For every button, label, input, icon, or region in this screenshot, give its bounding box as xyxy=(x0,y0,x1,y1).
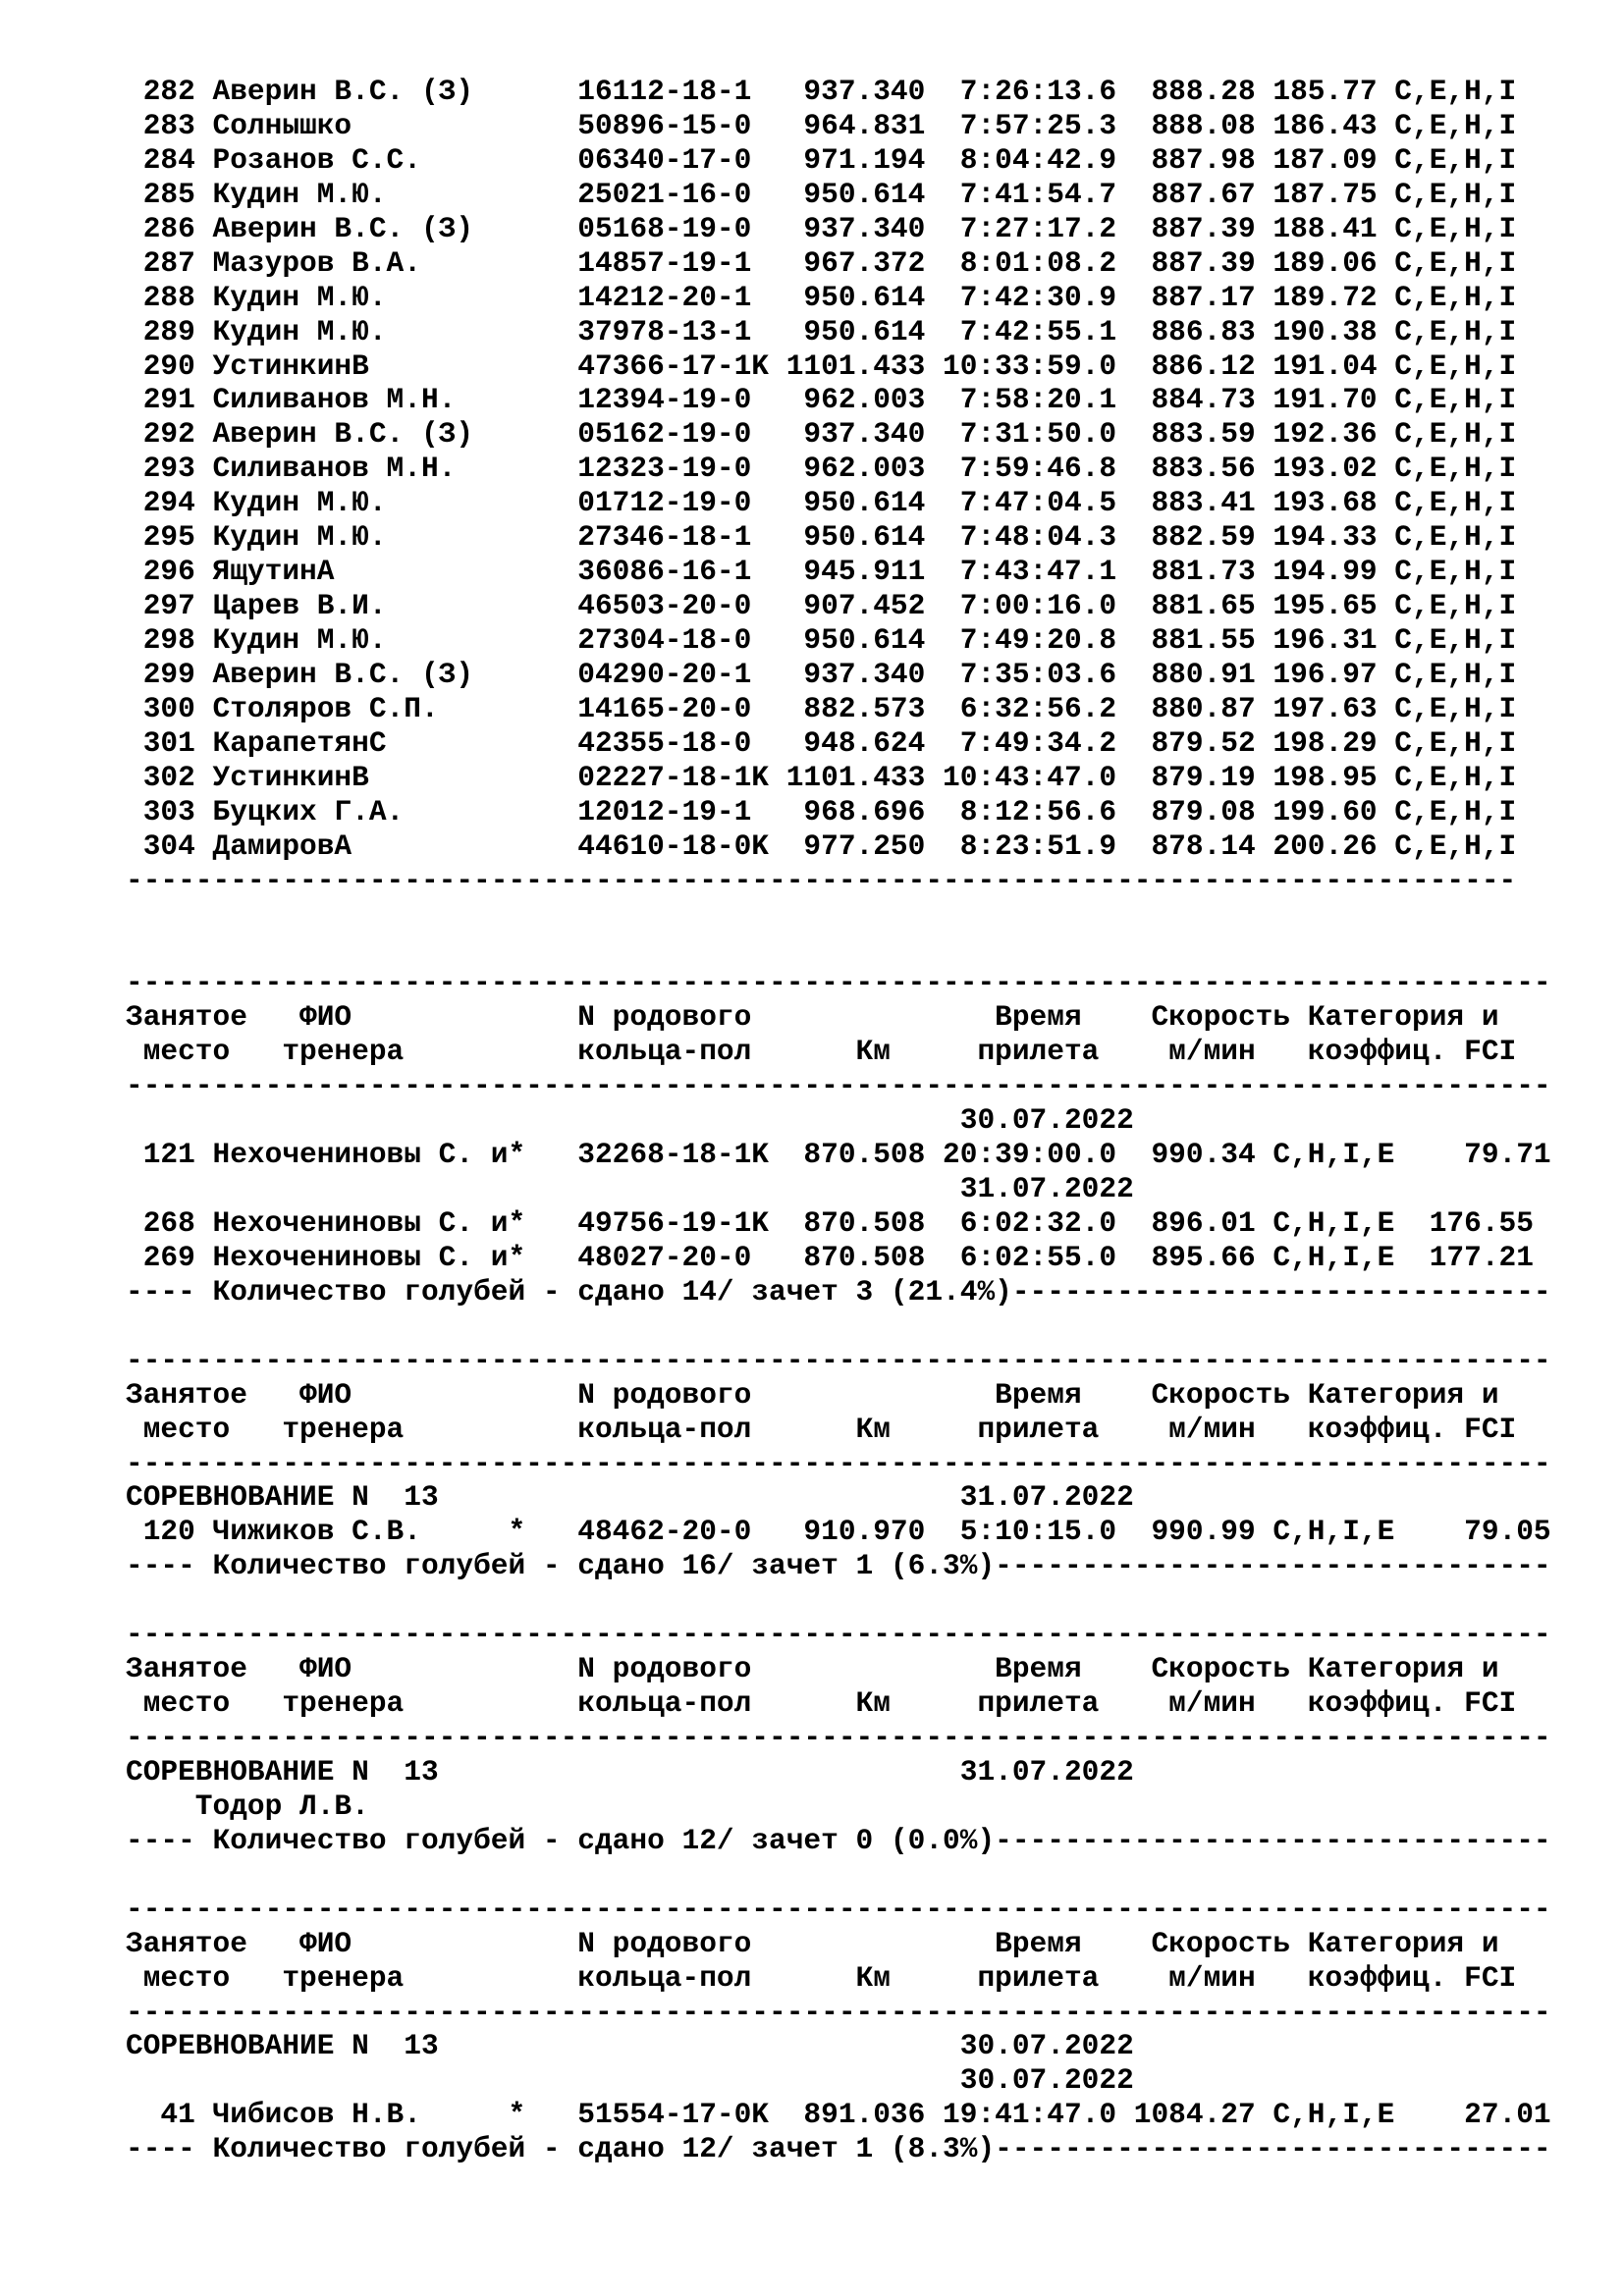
result-row: 296 ЯщутинА 36086-16-1 945.911 7:43:47.1 881.73 194.99 C,E,H,I xyxy=(126,555,1517,589)
spacer xyxy=(126,1858,1608,1893)
header-rule: ---------------------------------------------------------------------------------- xyxy=(126,1892,1551,1926)
result-row: 293 Силиванов М.Н. 12323-19-0 962.003 7:59:46.8 883.56 193.02 C,E,H,I xyxy=(126,452,1517,486)
column-header-line-1: Занятое ФИО N родового Время Скорость Категория и xyxy=(126,1377,1499,1412)
result-row: 299 Аверин В.С. (З) 04290-20-1 937.340 7:35:03.6 880.91 196.97 C,E,H,I xyxy=(126,657,1517,691)
header-rule: ---------------------------------------------------------------------------------- xyxy=(126,1618,1551,1652)
section-summary: ---- Количество голубей - сдано 14/ зачет 3 (21.4%)------------------------------- xyxy=(126,1274,1551,1308)
result-row: 287 Мазуров В.А. 14857-19-1 967.372 8:01:08.2 887.39 189.06 C,E,H,I xyxy=(126,245,1517,280)
result-row: 302 УстинкинВ 02227-18-1K 1101.433 10:43:47.0 879.19 198.95 C,E,H,I xyxy=(126,760,1517,794)
result-row: 292 Аверин В.С. (З) 05162-19-0 937.340 7:31:50.0 883.59 192.36 C,E,H,I xyxy=(126,417,1517,452)
section-line: 268 Нехочениновы С. и* 49756-19-1K 870.508 6:02:32.0 896.01 C,H,I,E 176.55 xyxy=(126,1205,1534,1240)
spacer xyxy=(126,932,1608,966)
section-line: Тодор Л.В. xyxy=(126,1789,369,1823)
header-rule: ---------------------------------------------------------------------------------- xyxy=(126,1446,1551,1480)
section-line: СОРЕВНОВАНИЕ N 13 31.07.2022 xyxy=(126,1480,1134,1515)
header-rule: ---------------------------------------------------------------------------------- xyxy=(126,966,1551,1000)
result-row: 294 Кудин М.Ю. 01712-19-0 950.614 7:47:04.5 883.41 193.68 C,E,H,I xyxy=(126,486,1517,520)
section-line: СОРЕВНОВАНИЕ N 13 31.07.2022 xyxy=(126,1754,1134,1789)
continuation-block xyxy=(126,75,1608,898)
result-section xyxy=(126,966,1608,1308)
column-header-line-2: место тренера кольца-пол Км прилета м/мин коэффиц. FCI xyxy=(126,1412,1517,1446)
section-summary: ---- Количество голубей - сдано 16/ зачет 1 (6.3%)-------------------------------- xyxy=(126,1549,1551,1583)
header-rule: ---------------------------------------------------------------------------------- xyxy=(126,1343,1551,1377)
section-line: 121 Нехочениновы С. и* 32268-18-1K 870.508 20:39:00.0 990.34 C,H,I,E 79.71 xyxy=(126,1138,1551,1172)
section-line: 31.07.2022 xyxy=(126,1172,1134,1205)
column-header-line-2: место тренера кольца-пол Км прилета м/мин коэффиц. FCI xyxy=(126,1686,1517,1721)
result-row: 289 Кудин М.Ю. 37978-13-1 950.614 7:42:55.1 886.83 190.38 C,E,H,I xyxy=(126,314,1517,348)
result-row: 297 Царев В.И. 46503-20-0 907.452 7:00:16.0 881.65 195.65 C,E,H,I xyxy=(126,589,1517,623)
section-line: 41 Чибисов Н.В. * 51554-17-0K 891.036 19:41:47.0 1084.27 C,H,I,E 27.01 xyxy=(126,2098,1551,2132)
spacer xyxy=(126,1309,1608,1344)
result-row: 291 Силиванов М.Н. 12394-19-0 962.003 7:58:20.1 884.73 191.70 C,E,H,I xyxy=(126,383,1517,417)
closing-rule: -------------------------------------------------------------------------------- xyxy=(126,863,1517,897)
column-header-line-2: место тренера кольца-пол Км прилета м/мин коэффиц. FCI xyxy=(126,1960,1517,1995)
section-line: 269 Нехочениновы С. и* 48027-20-0 870.508 6:02:55.0 895.66 C,H,I,E 177.21 xyxy=(126,1240,1534,1274)
section-line: 120 Чижиков С.В. * 48462-20-0 910.970 5:10:15.0 990.99 C,H,I,E 79.05 xyxy=(126,1515,1551,1549)
column-header-line-1: Занятое ФИО N родового Время Скорость Категория и xyxy=(126,1652,1499,1686)
result-row: 304 ДамировА 44610-18-0K 977.250 8:23:51.9 878.14 200.26 C,E,H,I xyxy=(126,828,1517,863)
result-row: 300 Столяров С.П. 14165-20-0 882.573 6:32:56.2 880.87 197.63 C,E,H,I xyxy=(126,691,1517,725)
result-row: 290 УстинкинВ 47366-17-1K 1101.433 10:33:59.0 886.12 191.04 C,E,H,I xyxy=(126,348,1517,383)
result-row: 303 Буцких Г.А. 12012-19-1 968.696 8:12:56.6 879.08 199.60 C,E,H,I xyxy=(126,794,1517,828)
result-row: 282 Аверин В.С. (З) 16112-18-1 937.340 7:26:13.6 888.28 185.77 C,E,H,I xyxy=(126,75,1517,108)
column-header-line-1: Занятое ФИО N родового Время Скорость Категория и xyxy=(126,1000,1499,1035)
header-rule: ---------------------------------------------------------------------------------- xyxy=(126,1995,1551,2029)
column-header-line-1: Занятое ФИО N родового Время Скорость Категория и xyxy=(126,1926,1499,1960)
section-line: 30.07.2022 xyxy=(126,1103,1134,1138)
result-section xyxy=(126,1618,1608,1858)
column-header-line-2: место тренера кольца-пол Км прилета м/мин коэффиц. FCI xyxy=(126,1035,1517,1069)
result-row: 301 КарапетянС 42355-18-0 948.624 7:49:34.2 879.52 198.29 C,E,H,I xyxy=(126,725,1517,760)
section-line: 30.07.2022 xyxy=(126,2063,1134,2098)
results-printout xyxy=(126,75,1608,2166)
result-row: 284 Розанов С.С. 06340-17-0 971.194 8:04:42.9 887.98 187.09 C,E,H,I xyxy=(126,142,1517,177)
spacer xyxy=(126,1583,1608,1618)
result-section xyxy=(126,1344,1608,1584)
result-row: 298 Кудин М.Ю. 27304-18-0 950.614 7:49:20.8 881.55 196.31 C,E,H,I xyxy=(126,623,1517,657)
result-row: 285 Кудин М.Ю. 25021-16-0 950.614 7:41:54.7 887.67 187.75 C,E,H,I xyxy=(126,177,1517,211)
header-rule: ---------------------------------------------------------------------------------- xyxy=(126,1069,1551,1103)
spacer xyxy=(126,898,1608,933)
result-section xyxy=(126,1893,1608,2167)
result-row: 295 Кудин М.Ю. 27346-18-1 950.614 7:48:04.3 882.59 194.33 C,E,H,I xyxy=(126,520,1517,555)
result-row: 288 Кудин М.Ю. 14212-20-1 950.614 7:42:30.9 887.17 189.72 C,E,H,I xyxy=(126,280,1517,314)
result-row: 283 Солнышко 50896-15-0 964.831 7:57:25.3 888.08 186.43 C,E,H,I xyxy=(126,108,1517,142)
section-summary: ---- Количество голубей - сдано 12/ зачет 0 (0.0%)-------------------------------- xyxy=(126,1823,1551,1857)
header-rule: ---------------------------------------------------------------------------------- xyxy=(126,1721,1551,1754)
section-summary: ---- Количество голубей - сдано 12/ зачет 1 (8.3%)-------------------------------- xyxy=(126,2132,1551,2166)
section-line: СОРЕВНОВАНИЕ N 13 30.07.2022 xyxy=(126,2029,1134,2063)
result-row: 286 Аверин В.С. (З) 05168-19-0 937.340 7:27:17.2 887.39 188.41 C,E,H,I xyxy=(126,211,1517,245)
